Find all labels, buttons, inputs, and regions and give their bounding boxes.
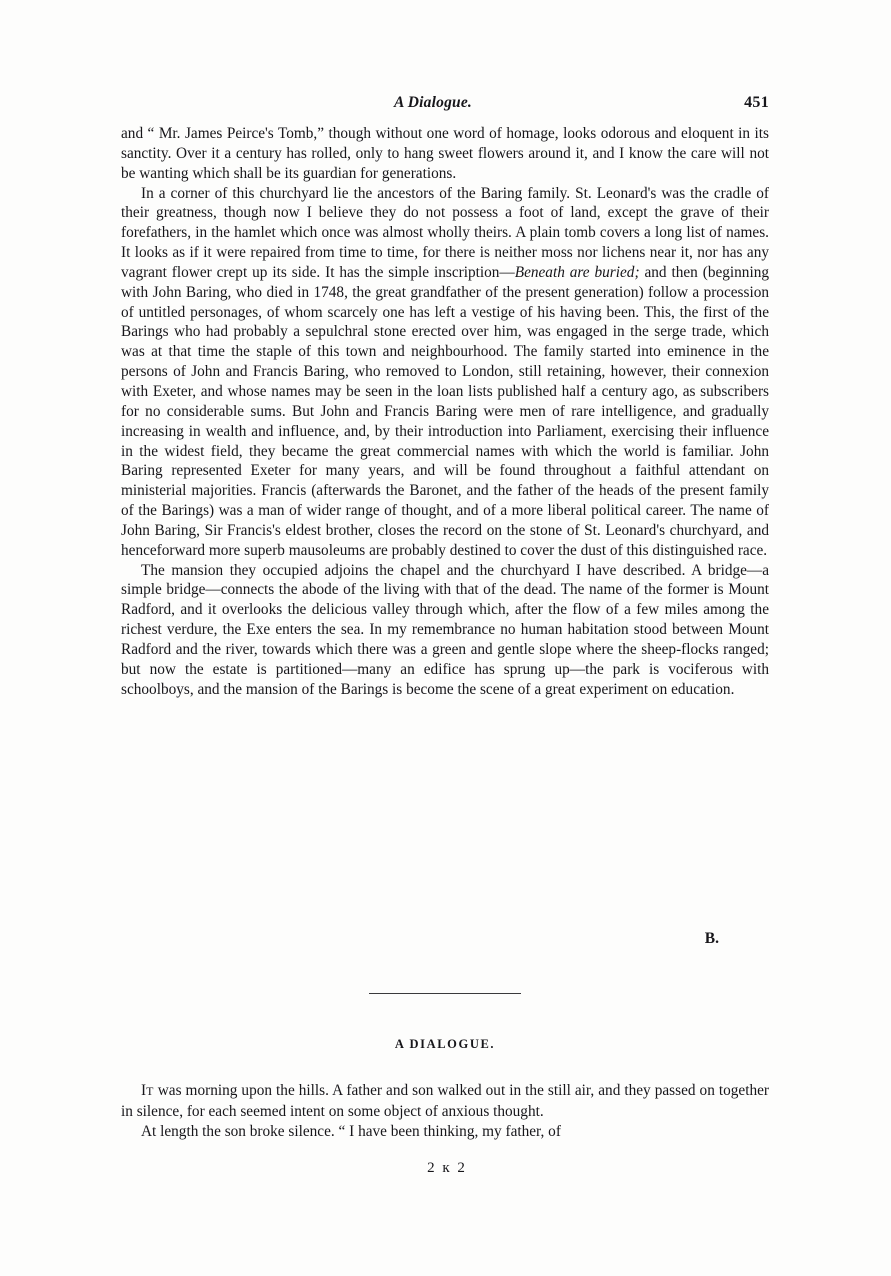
initial-smallcap: T [146,1084,154,1098]
running-head-title: A Dialogue. [394,94,472,111]
initial-letter: I [141,1082,147,1099]
paragraph [121,1081,769,1122]
section-heading: A DIALOGUE. [394,1037,496,1051]
horizontal-rule-icon [369,993,521,994]
article-body [121,124,769,699]
running-head [121,94,769,116]
section-divider [121,984,769,1002]
inscription-italic: Beneath are buried; [514,263,640,281]
paragraph [121,184,769,561]
paragraph-text-part: was morning upon the hills. A father and son walked out in the still air, and they passed on together in silence, for each seemed intent on some object of anxious thought. [121,1082,769,1120]
paragraph-text-part: In a corner of this churchyard lie the ancestors of the Baring family. St. Leonard's was the cradle of their greatness, though now I believe they do not possess a foot of land, except the grave of their forefathers, in the hamlet which once was almost wholly theirs. A plain tomb covers a long list of names. It looks as if it were repaired from time to time, for there is neither moss nor lichens near it, nor has any vagrant flower crept up its side. It has the simple inscription— [121,184,769,281]
text-block [121,0,769,1276]
paragraph: At length the son broke silence. “ I have been thinking, my father, of [141,1122,561,1140]
section-body [121,1081,769,1142]
sheet-signature-mark: 2 к 2 [427,1160,467,1176]
author-signature: B. [704,930,719,947]
paragraph: and “ Mr. James Peirce's Tomb,” though without one word of homage, looks odorous and eloquent in its sanctity. Over it a century has rolled, only to hang sweet flowers around it, and I know the care will not be wanting which shall be its guardian for generations. [121,125,769,182]
paragraph-text-part: and then (beginning with John Baring, who died in 1748, the great grandfather of the present generation) follow a procession of untitled personages, of whom scarcely one has left a vestige of his having been. This, the first of the Barings who had probably a sepulchral stone erected over him, was engaged in the serge trade, which was at that time the staple of this town and neighbourhood. The family started into eminence in the persons of John and Francis Baring, who removed to London, still retaining, however, their connexion with Exeter, and whose names may be seen in the loan lists published half a century ago, as subscribers for no considerable sums. But John and Francis Baring were men of rare intelligence, and gradually increasing in wealth and influence, and, by their introduction into Parliament, exercising their influence in the widest field, they became the great commercial names with which the world is familiar. John Baring represented Exeter for many years, and will be found throughout a faithful attendant on ministerial majorities. Francis (afterwards the Baronet, and the father of the heads of the present family of the Barings) was a man of wider range of thought, and of a more liberal political career. The name of John Baring, Sir Francis's eldest brother, closes the record on the stone of St. Leonard's churchyard, and henceforward more superb mausoleums are probably destined to cover the dust of this distinguished race. [121,263,770,559]
paragraph: The mansion they occupied adjoins the chapel and the churchyard I have described. A bridge—a simple bridge—connects the abode of the living with that of the dead. The name of the former is Mount Radford, and it overlooks the delicious valley through which, after the flow of a few miles among the richest verdure, the Exe enters the sea. In my remembrance no human habitation stood between Mount Radford and the river, towards which there was a green and gentle slope where the sheep-flocks ranged; but now the estate is partitioned—many an edifice has sprung up—the park is vociferous with schoolboys, and the mansion of the Barings is become the scene of a great experiment on education. [121,561,769,698]
page-number: 451 [744,94,769,111]
